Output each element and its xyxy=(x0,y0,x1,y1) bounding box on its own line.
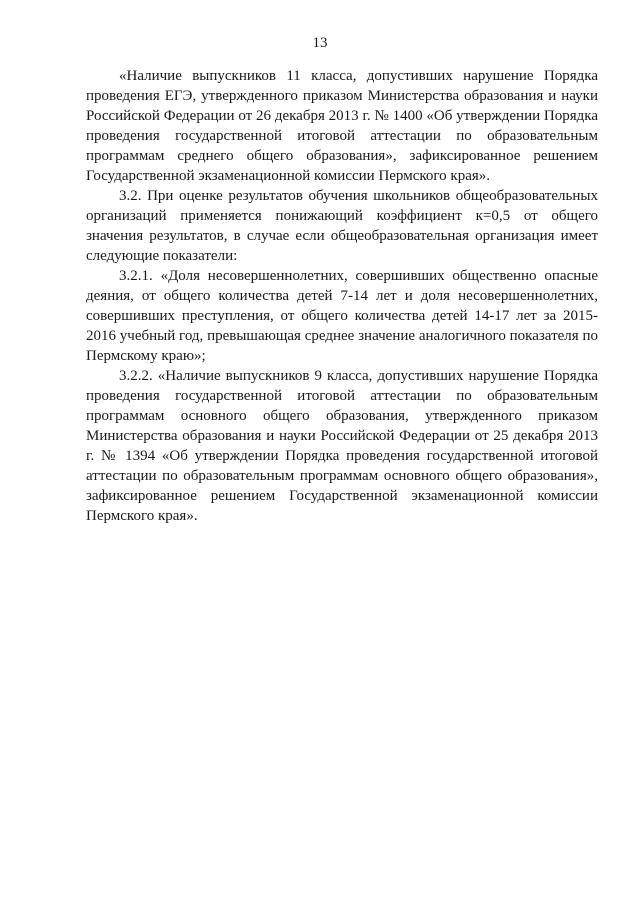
paragraph-ege-violations: «Наличие выпускников 11 класса, допустивших нарушение Порядка проведения ЕГЭ, утвержденного приказом Министерства образования и науки Российской Федерации от 26 декабря 2013 г. № 1400 «Об утверждении Порядка проведения государственной итоговой аттестации по образовательным программам среднего общего образования», зафиксированное решением Государственной экзаменационной комиссии Пермского края». xyxy=(86,68,598,184)
paragraph-3-2-coefficient: 3.2. При оценке результатов обучения школьников общеобразовательных организаций применяется понижающий коэффициент к=0,5 от общего значения результатов, в случае если общеобразовательная организация имеет следующие показатели: xyxy=(86,188,598,264)
paragraph-3-2-1-minors-share: 3.2.1. «Доля несовершеннолетних, совершивших общественно опасные деяния, от общего количества детей 7-14 лет и доля несовершеннолетних, совершивших преступления, от общего количества детей 14-17 лет за 2015-2016 учебный год, превышающая среднее значение аналогичного показателя по Пермскому краю»; xyxy=(86,268,598,364)
page-number: 13 xyxy=(312,35,328,51)
paragraph-3-2-2-gia-violations: 3.2.2. «Наличие выпускников 9 класса, допустивших нарушение Порядка проведения государственной итоговой аттестации по образовательным программам основного общего образования, утвержденного приказом Министерства образования и науки Российской Федерации от 25 декабря 2013 г. № 1394 «Об утверждении Порядка проведения государственной итоговой аттестации по образовательным программам основного общего образования», зафиксированное решением Государственной экзаменационной комиссии Пермского края». xyxy=(86,368,598,524)
document-body xyxy=(86,66,598,526)
